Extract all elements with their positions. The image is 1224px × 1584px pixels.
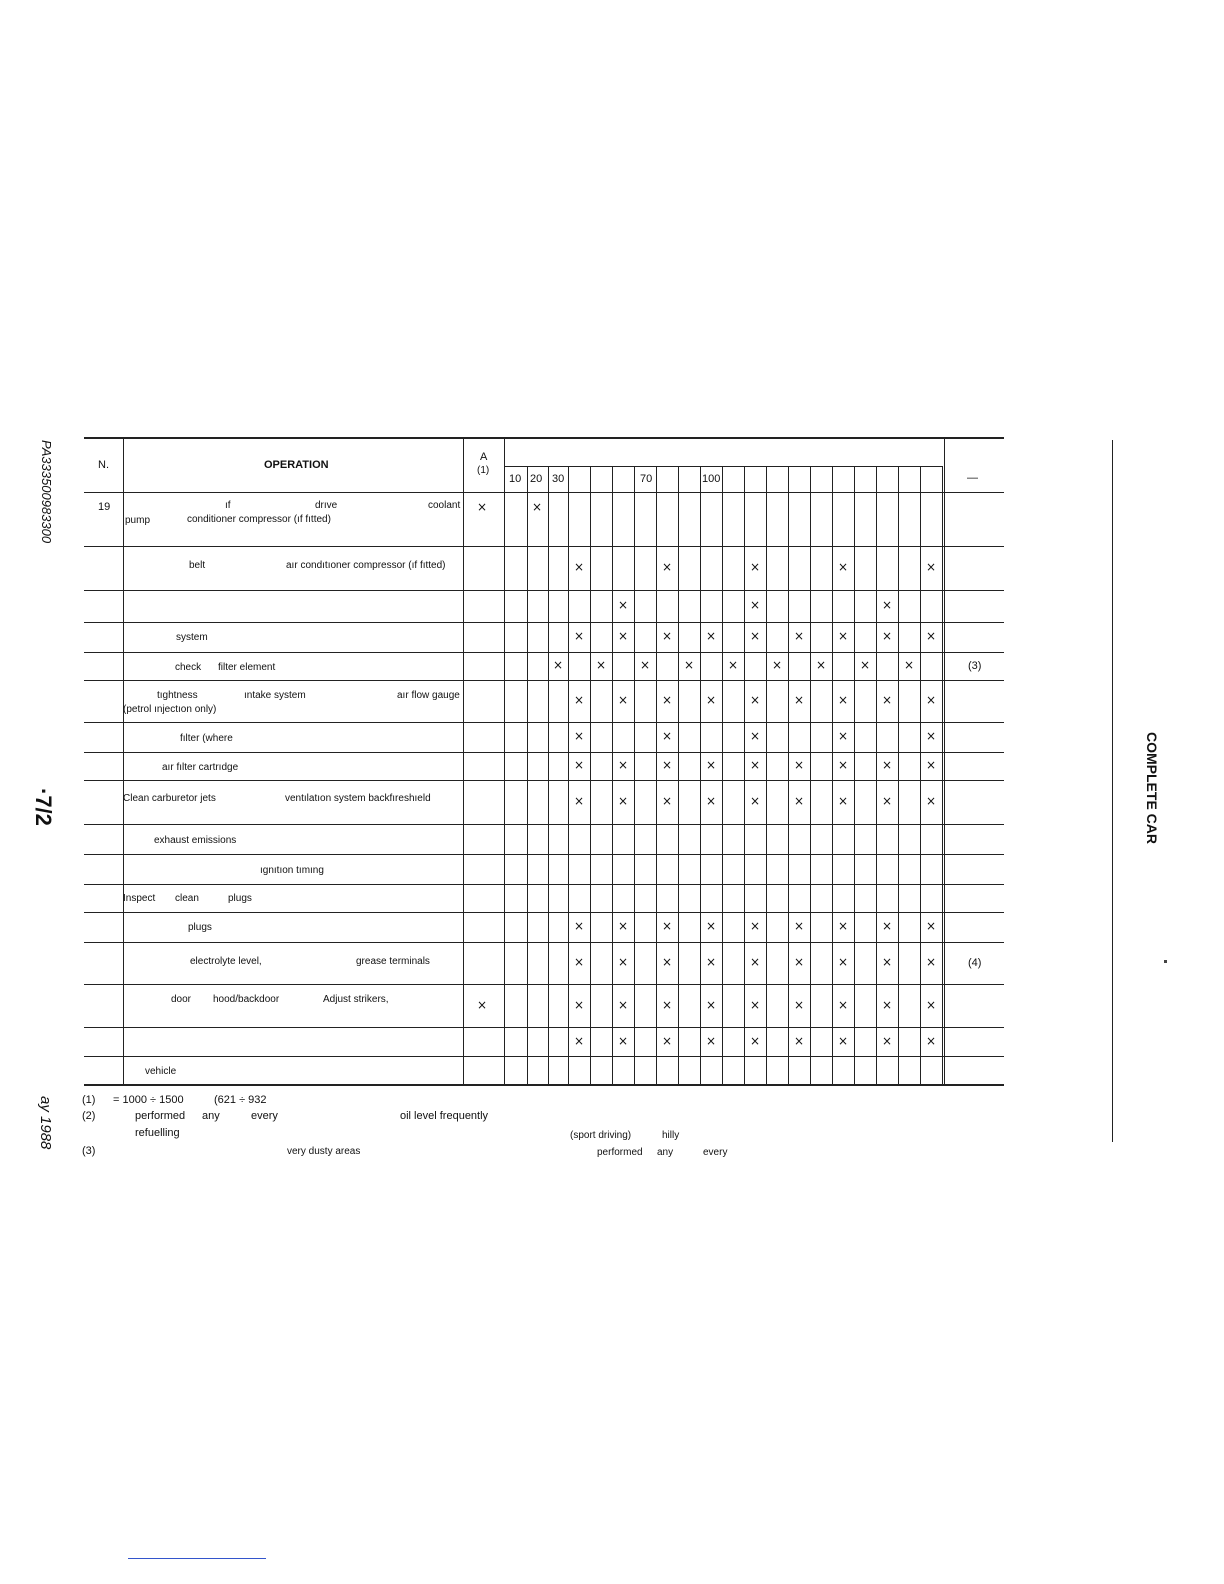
section-title: COMPLETE CAR [1144, 732, 1160, 844]
interval-mark: × [749, 997, 761, 1012]
footnote-2-hilly: hilly [662, 1130, 680, 1141]
interval-mark: × [925, 919, 937, 933]
table-top-rule [84, 437, 1004, 439]
interval-mark: × [837, 919, 849, 933]
column-rule [854, 466, 855, 1084]
row-operation-text: aır flow gauge [397, 690, 460, 701]
column-rule [942, 466, 943, 1084]
interval-mark: × [749, 560, 761, 574]
interval-mark: × [749, 729, 761, 743]
page-number: ·7/2 [31, 788, 56, 826]
row-operation-text: exhaust emissions [154, 835, 237, 846]
interval-mark: × [661, 758, 673, 772]
column-rule [744, 466, 745, 1084]
row-operation-text: plugs [228, 893, 252, 904]
footnote-3-performed: performed [597, 1147, 643, 1158]
footnote-3-any: any [657, 1147, 674, 1158]
interval-mark: × [705, 629, 717, 643]
interval-mark: × [837, 729, 849, 743]
interval-mark: × [617, 598, 629, 612]
interval-mark: × [859, 658, 871, 672]
interval-mark: × [617, 1033, 629, 1048]
column-rule [590, 466, 591, 1084]
interval-mark: × [749, 598, 761, 612]
footnote-2-refuelling: refuelling [135, 1127, 180, 1139]
row-operation-text: coolant [428, 500, 461, 511]
interval-mark: × [925, 560, 937, 574]
interval-mark: × [925, 955, 937, 969]
interval-mark: × [749, 1033, 761, 1048]
row-note: (3) [968, 660, 982, 672]
footnote-2-sport-driving: (sport driving) [570, 1130, 632, 1141]
row-rule [84, 1084, 1004, 1086]
column-rule [722, 466, 723, 1084]
interval-mark: × [925, 997, 937, 1012]
interval-mark: × [617, 955, 629, 969]
footnote-2-performed: performed [135, 1110, 186, 1122]
interval-mark: × [661, 629, 673, 643]
interval-mark: × [793, 955, 805, 969]
interval-mark: × [793, 758, 805, 772]
row-rule [84, 622, 1004, 623]
row-operation-text: pump [125, 515, 151, 526]
header-operation: OPERATION [264, 459, 329, 471]
interval-mark: × [573, 560, 585, 574]
footnote-2-oil-level: oil level frequently [400, 1110, 489, 1122]
interval-a-mark: × [476, 997, 488, 1012]
header-interval: 30 [552, 473, 565, 485]
interval-mark: × [705, 693, 717, 707]
row-operation-text: electrolyte level, [190, 956, 262, 967]
header-interval: 10 [509, 473, 522, 485]
column-rule [876, 466, 877, 1084]
interval-mark: × [881, 997, 893, 1012]
column-rule [898, 466, 899, 1084]
interval-mark: × [705, 997, 717, 1012]
interval-mark: × [661, 729, 673, 743]
interval-mark: × [793, 794, 805, 808]
header-a-note: (1) [477, 465, 490, 476]
interval-20-mark: × [531, 500, 543, 514]
interval-mark: × [749, 758, 761, 772]
header-a: A [480, 451, 488, 463]
interval-mark: × [793, 629, 805, 643]
interval-mark: × [705, 794, 717, 808]
interval-mark: × [793, 919, 805, 933]
interval-mark: × [837, 693, 849, 707]
footnote-1-miles: (621 ÷ 932 [214, 1094, 267, 1106]
interval-mark: × [705, 919, 717, 933]
interval-mark: × [771, 658, 783, 672]
row-operation-text: hood/backdoor [213, 994, 280, 1005]
interval-mark: × [661, 560, 673, 574]
interval-mark: × [573, 794, 585, 808]
footnote-2-every: every [251, 1110, 278, 1122]
row-operation-text: belt [189, 560, 206, 571]
row-rule [84, 884, 1004, 885]
header-notes: — [967, 472, 978, 484]
interval-mark: × [837, 955, 849, 969]
column-rule [504, 437, 505, 1084]
row-operation-text: ventılatıon system backfıreshıeld [285, 793, 431, 804]
interval-mark: × [749, 629, 761, 643]
row-operation-text: system [176, 632, 208, 643]
column-rule [920, 466, 921, 1084]
interval-mark: × [617, 693, 629, 707]
interval-mark: × [837, 629, 849, 643]
row-operation-text: grease terminals [356, 956, 430, 967]
column-rule [612, 466, 613, 1084]
interval-mark: × [573, 1033, 585, 1048]
interval-mark: × [881, 693, 893, 707]
row-rule [84, 722, 1004, 723]
interval-mark: × [705, 758, 717, 772]
column-rule [810, 466, 811, 1084]
interval-mark: × [749, 794, 761, 808]
interval-mark: × [573, 919, 585, 933]
row-operation-text: filter element [218, 662, 276, 673]
column-rule [634, 466, 635, 1084]
interval-mark: × [881, 758, 893, 772]
header-n: N. [98, 459, 109, 471]
column-rule [832, 466, 833, 1084]
interval-mark: × [661, 794, 673, 808]
footnote-3-label: (3) [82, 1145, 96, 1157]
interval-mark: × [573, 693, 585, 707]
interval-a-mark: × [476, 500, 488, 514]
interval-mark: × [661, 997, 673, 1012]
issue-date: ay 1988 [37, 1096, 54, 1150]
row-rule [84, 1056, 1004, 1057]
interval-mark: × [837, 758, 849, 772]
interval-mark: × [881, 629, 893, 643]
row-number: 19 [98, 501, 111, 513]
interval-mark: × [683, 658, 695, 672]
row-operation-text: Adjust strikers, [323, 994, 389, 1005]
footnote-2-label: (2) [82, 1110, 96, 1122]
interval-mark: × [881, 955, 893, 969]
interval-mark: × [661, 693, 673, 707]
interval-mark: × [727, 658, 739, 672]
row-rule [84, 1027, 1004, 1028]
interval-mark: × [573, 729, 585, 743]
interval-mark: × [881, 598, 893, 612]
row-rule [84, 590, 1004, 591]
right-margin-rule [1112, 440, 1113, 1142]
interval-mark: × [573, 997, 585, 1012]
interval-mark: × [925, 758, 937, 772]
column-rule [766, 466, 767, 1084]
footnote-3-dusty: very dusty areas [287, 1146, 361, 1157]
row-operation-text: ıntake system [244, 690, 306, 701]
interval-mark: × [925, 629, 937, 643]
footnote-1-text: = 1000 ÷ 1500 [113, 1094, 184, 1106]
interval-mark: × [749, 693, 761, 707]
bottom-rule [128, 1558, 266, 1559]
column-rule [656, 466, 657, 1084]
interval-mark: × [903, 658, 915, 672]
interval-mark: × [925, 693, 937, 707]
row-note: (4) [968, 957, 982, 969]
row-rule [84, 752, 1004, 753]
column-rule [678, 466, 679, 1084]
column-rule [788, 466, 789, 1084]
interval-mark: × [925, 794, 937, 808]
header-bottom-rule [84, 492, 1004, 493]
interval-mark: × [617, 997, 629, 1012]
interval-mark: × [661, 955, 673, 969]
row-rule [84, 854, 1004, 855]
interval-mark: × [639, 658, 651, 672]
interval-mark: × [793, 997, 805, 1012]
column-rule [944, 437, 945, 1084]
header-interval: 20 [530, 473, 543, 485]
row-operation-text: ıf [225, 500, 231, 511]
interval-mark: × [925, 729, 937, 743]
footnote-2-any: any [202, 1110, 220, 1122]
interval-mark: × [837, 997, 849, 1012]
row-rule [84, 680, 1004, 681]
interval-mark: × [881, 1033, 893, 1048]
row-rule [84, 780, 1004, 781]
interval-mark: × [705, 1033, 717, 1048]
interval-mark: × [837, 560, 849, 574]
row-operation-text: Inspect [123, 893, 156, 904]
interval-mark: × [881, 794, 893, 808]
interval-mark: × [815, 658, 827, 672]
column-rule [700, 466, 701, 1084]
interval-mark: × [837, 794, 849, 808]
row-rule [84, 652, 1004, 653]
row-operation-text: plugs [188, 922, 212, 933]
interval-mark: × [925, 1033, 937, 1048]
header-interval: 70 [640, 473, 653, 485]
interval-mark: × [617, 794, 629, 808]
row-rule [84, 984, 1004, 985]
row-operation-text: aır condıtıoner compressor (ıf fıtted) [286, 560, 446, 571]
right-margin-tick [1164, 960, 1167, 963]
row-operation-text: drıve [315, 500, 338, 511]
interval-mark: × [749, 955, 761, 969]
document-code: PA333500983300 [39, 440, 54, 544]
interval-mark: × [573, 758, 585, 772]
column-rule [463, 437, 464, 1084]
interval-mark: × [749, 919, 761, 933]
row-operation-text: ıgnıtıon tımıng [260, 865, 324, 876]
row-operation-text: (petrol ınjectıon only) [123, 704, 217, 715]
row-operation-text: tıghtness [157, 690, 198, 701]
interval-mark: × [881, 919, 893, 933]
interval-mark: × [617, 629, 629, 643]
row-operation-text: conditioner compressor (ıf fıtted) [187, 514, 331, 525]
row-operation-text: clean [175, 893, 199, 904]
interval-mark: × [573, 955, 585, 969]
header-interval: 100 [702, 473, 721, 485]
footnote-1-label: (1) [82, 1094, 96, 1106]
interval-mark: × [552, 658, 564, 672]
interval-mark: × [573, 629, 585, 643]
interval-mark: × [793, 1033, 805, 1048]
row-operation-text: check [175, 662, 202, 673]
interval-mark: × [705, 955, 717, 969]
row-rule [84, 546, 1004, 547]
interval-mark: × [837, 1033, 849, 1048]
row-rule [84, 824, 1004, 825]
row-operation-text: Clean carburetor jets [123, 793, 216, 804]
row-operation-text: vehicle [145, 1066, 177, 1077]
column-rule [568, 466, 569, 1084]
column-rule [548, 466, 549, 1084]
interval-mark: × [617, 758, 629, 772]
interval-mark: × [661, 919, 673, 933]
interval-mark: × [793, 693, 805, 707]
row-rule [84, 942, 1004, 943]
row-operation-text: aır fılter cartrıdge [162, 762, 239, 773]
row-operation-text: door [171, 994, 192, 1005]
column-rule [123, 437, 124, 1084]
interval-mark: × [661, 1033, 673, 1048]
interval-mark: × [617, 919, 629, 933]
row-rule [84, 912, 1004, 913]
column-rule [527, 466, 528, 1084]
footnote-3-every: every [703, 1147, 728, 1158]
interval-mark: × [595, 658, 607, 672]
row-operation-text: fılter (where [180, 733, 233, 744]
